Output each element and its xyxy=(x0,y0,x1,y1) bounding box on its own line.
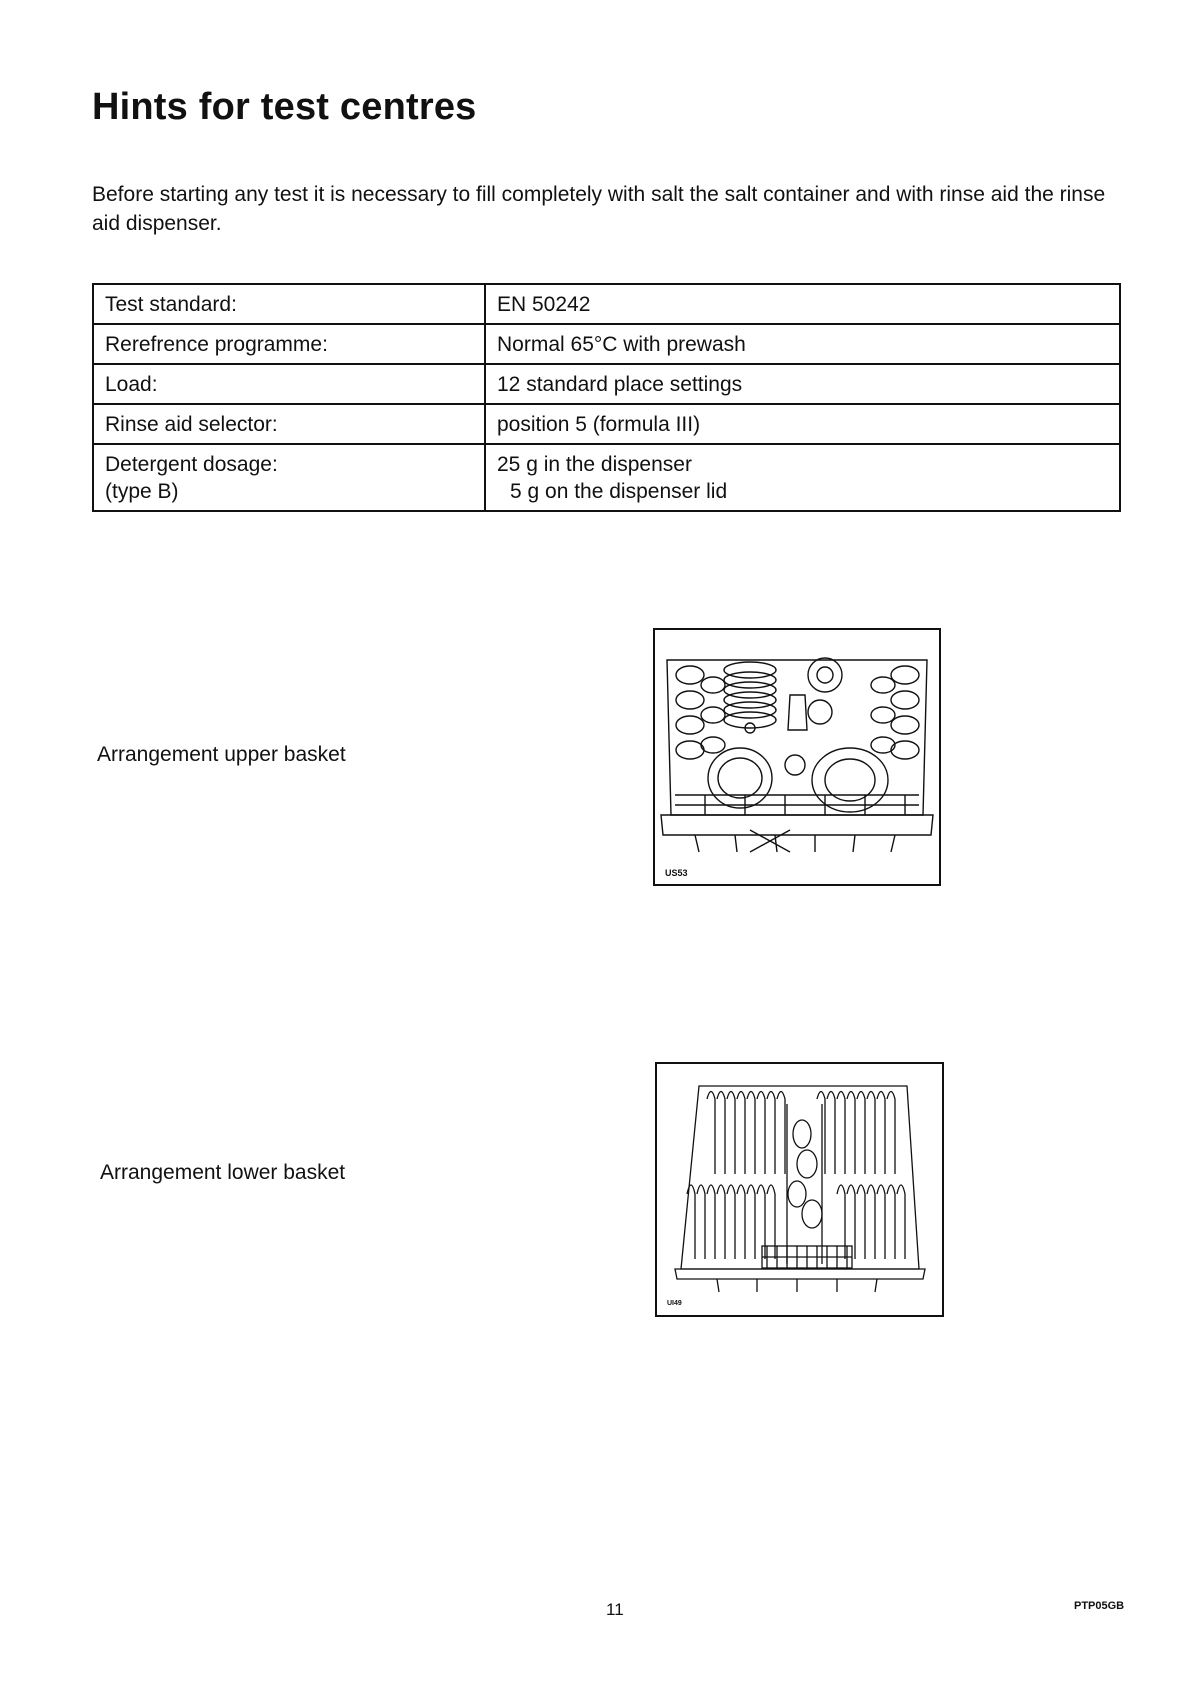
intro-paragraph: Before starting any test it is necessary to fill completely with salt the salt container and with rinse aid the rinse aid dispenser. xyxy=(92,183,1106,235)
upper-figure-code: US53 xyxy=(665,868,688,878)
upper-basket-illustration-icon xyxy=(655,630,939,884)
row-label: Rinse aid selector: xyxy=(93,404,485,444)
row-label: Test standard: xyxy=(93,284,485,324)
row-value: Normal 65°C with prewash xyxy=(485,324,1120,364)
table-row xyxy=(93,364,1120,404)
table-row xyxy=(93,324,1120,364)
row-value: 12 standard place settings xyxy=(485,364,1120,404)
row-value: 25 g in the dispenser 5 g on the dispenser lid xyxy=(485,444,1120,511)
page-number: 11 xyxy=(606,1600,624,1619)
table-row xyxy=(93,284,1120,324)
row-value: EN 50242 xyxy=(485,284,1120,324)
document-code: PTP05GB xyxy=(1074,1600,1125,1612)
lower-figure-code: UI49 xyxy=(667,1300,682,1307)
upper-basket-figure xyxy=(653,628,941,886)
row-label: Load: xyxy=(93,364,485,404)
page-title: Hints for test centres xyxy=(92,86,477,128)
table-row xyxy=(93,444,1120,511)
row-label: Detergent dosage: (type B) xyxy=(93,444,485,511)
lower-basket-illustration-icon xyxy=(657,1064,942,1315)
table-row xyxy=(93,404,1120,444)
upper-basket-caption: Arrangement upper basket xyxy=(97,743,346,766)
lower-basket-figure xyxy=(655,1062,944,1317)
lower-basket-caption: Arrangement lower basket xyxy=(100,1161,346,1184)
row-label: Rerefrence programme: xyxy=(93,324,485,364)
row-value: position 5 (formula III) xyxy=(485,404,1120,444)
spec-table xyxy=(92,283,1121,512)
